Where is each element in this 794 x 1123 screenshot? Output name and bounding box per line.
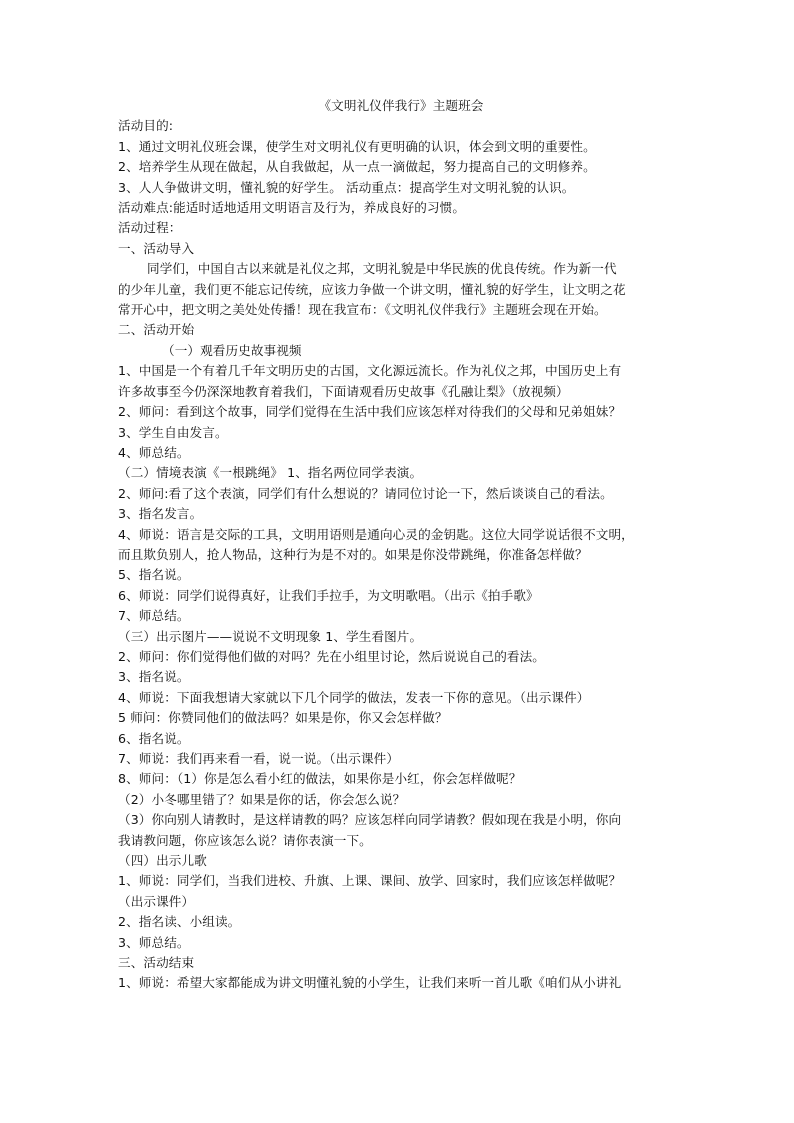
document-line: 而且欺负别人，抢人物品，这种行为是不对的。如果是你没带跳绳，你准备怎样做？ [118,546,588,562]
document-line: 2、师问：你们觉得他们做的对吗？先在小组里讨论，然后说说自己的看法。 [118,648,546,664]
document-line: 2、师问：看到这个故事，同学们觉得在生活中我们应该怎样对待我们的父母和兄弟姐妹？ [118,404,622,420]
document-line: （四）出示儿歌 [118,853,207,869]
document-line: 5 师问：你赞同他们的做法吗？如果是你，你又会怎样做？ [118,710,448,726]
document-line: 2、师问:看了这个表演，同学们有什么想说的？请同位讨论一下，然后谈谈自己的看法。 [118,485,613,501]
document-line: 7、师说：我们再来看一看，说一说。（出示课件） [118,751,400,766]
document-line: 3、人人争做讲文明，懂礼貌的好学生。 活动重点：提高学生对文明礼貌的认识。 [118,179,575,195]
document-line: （二）情境表演《一根跳绳》 1、指名两位同学表演。 [118,465,423,481]
document-line: 活动目的: [118,118,174,134]
document-line: 3、师总结。 [118,934,190,950]
document-line: 8、师问：（1）你是怎么看小红的做法，如果你是小红，你会怎样做呢？ [118,771,522,787]
document-line: 3、学生自由发言。 [118,424,228,440]
document-line: 一、活动导入 [118,240,195,256]
document-line: 2、指名读、小组读。 [118,914,241,930]
document-line: 1、通过文明礼仪班会课，使学生对文明礼仪有更明确的认识，体会到文明的重要性。 [118,138,596,154]
document-line: （一）观看历史故事视频 [162,342,302,358]
document-line: 1、中国是一个有着几千年文明历史的古国，文化源远流长。作为礼仪之邦，中国历史上有 [118,363,622,379]
document-line: 同学们，中国自古以来就是礼仪之邦，文明礼貌是中华民族的优良传统。作为新一代 [147,261,617,277]
document-line: （3）你向别人请教时，是这样请教的吗？应该怎样向同学请教？假如现在我是小明，你向 [118,812,622,828]
document-line: 活动过程： [118,220,182,236]
document-line: 3、指名发言。 [118,506,203,522]
document-line: 4、师说：下面我想请大家就以下几个同学的做法，发表一下你的意见。（出示课件） [118,689,590,705]
document-body [118,116,684,993]
document-line: 7、师总结。 [118,608,190,624]
document-line: 4、师说：语言是交际的工具，文明用语则是通向心灵的金钥匙。这位大同学说话很不文明， [118,526,634,542]
document-line: 2、培养学生从现在做起，从自我做起，从一点一滴做起，努力提高自己的文明修养。 [118,159,596,175]
document-line: 1、师说：希望大家都能成为讲文明懂礼貌的小学生，让我们来听一首儿歌《咱们从小讲礼 [118,975,622,991]
document-line: 我请教问题，你应该怎么说？请你表演一下。 [118,832,372,848]
document-line: 的少年儿童，我们更不能忘记传统，应该力争做一个讲文明，懂礼貌的好学生，让文明之花 [118,281,626,297]
document-line: 6、师说：同学们说得真好，让我们手拉手，为文明歌唱。（出示《拍手歌》 [118,587,539,603]
document-line: 常开心中，把文明之美处处传播！现在我宣布：《文明礼仪伴我行》主题班会现在开始。 [118,302,607,318]
document-line: 4、师总结。 [118,444,190,460]
document-line: 1、师说：同学们，当我们进校、升旗、上课、课间、放学、回家时，我们应该怎样做呢？ [118,873,622,889]
document-page [118,96,684,994]
document-line: 6、指名说。 [118,730,190,746]
document-line: 5、指名说。 [118,567,190,583]
document-line: （三）出示图片——说说不文明现象 1、学生看图片。 [118,628,423,644]
document-title: 《文明礼仪伴我行》主题班会 [318,98,484,113]
document-line: （出示课件） [118,893,195,909]
document-line: 活动难点:能适时适地适用文明语言及行为，养成良好的习惯。 [118,200,466,216]
document-line: 三、活动结束 [118,955,195,971]
document-line: 二、活动开始 [118,322,195,338]
document-line: 许多故事至今仍深深地教育着我们，下面请观看历史故事《孔融让梨》（放视频） [118,383,569,399]
document-line: 3、指名说。 [118,669,190,685]
document-line: （2）小冬哪里错了？如果是你的话，你会怎么说？ [118,791,406,807]
